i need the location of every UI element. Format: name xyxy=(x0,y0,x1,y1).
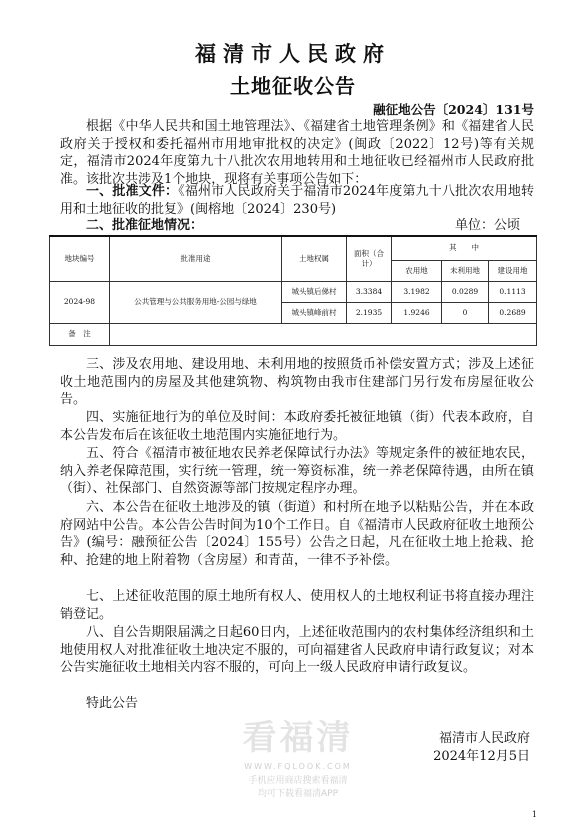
section3-paragraph: 三、涉及农用地、建设用地、未利用地的按照货币补偿安置方式；涉及上述征收土地范围内的房屋及其他建筑物、构筑物由我市住建部门另行发布房屋征收公告。 xyxy=(60,357,534,407)
cell-owner: 城头镇峰前村 xyxy=(282,302,347,323)
closing-text: 特此公告 xyxy=(86,696,139,711)
remarks-label: 备 注 xyxy=(50,323,110,345)
intro-paragraph: 根据《中华人民共和国土地管理法》、《福建省土地管理条例》和《福建省人民政府关于授权和委托福州市用地审批权的决定》(闽政〔2022〕12号)等有关规定，福清市2024年度第九十八批次农用地转用和土地征收已经福州市人民政府批准。该批次共涉及1个地块，现将有关事项公告如下： xyxy=(60,119,534,187)
section4-paragraph: 四、实施征地行为的单位及时间：本政府委托被征地镇（街）代表本政府，自本公告发布后在该征收土地范围内实施征地行为。 xyxy=(60,410,534,443)
cell-area: 3.3384 xyxy=(347,281,392,302)
cell-farmland: 1.9246 xyxy=(392,302,442,323)
watermark-line2: 均可下载看福清APP xyxy=(257,789,338,799)
header-usage: 批准用途 xyxy=(110,236,282,281)
signature-date: 2024年12月5日 xyxy=(433,749,530,764)
cell-construction: 0.1113 xyxy=(489,281,537,302)
notice-title: 土地征收公告 xyxy=(230,74,356,98)
header-unused: 未利用地 xyxy=(442,260,489,281)
section8-paragraph: 八、自公告期限届满之日起60日内，上述征收范围内的农村集体经济组织和土地使用权人对批准征收土地决定不服的，可向福建省人民政府申请行政复议；对本公告实施征收土地相关内容不服的，可向上一级人民政府申请行政复议。 xyxy=(60,625,534,675)
page-number: 1 xyxy=(531,810,537,819)
header-area: 面积（合计） xyxy=(347,236,392,281)
section7-paragraph: 七、上述征收范围的原土地所有权人、使用权人的土地权利证书将直接办理注销登记。 xyxy=(60,589,534,622)
document-number: 融征地公告〔2024〕131号 xyxy=(373,102,534,117)
cell-farmland: 3.1982 xyxy=(392,281,442,302)
remarks-cell xyxy=(110,323,537,345)
signature-org: 福清市人民政府 xyxy=(438,731,530,746)
land-table xyxy=(49,235,537,346)
section2-heading: 二、批准征地情况： xyxy=(86,218,204,233)
cell-usage: 公共管理与公共服务用地-公园与绿地 xyxy=(110,281,282,323)
watermark-main: 看福清 xyxy=(242,718,354,758)
header-construction: 建设用地 xyxy=(489,260,537,281)
remarks-row xyxy=(50,323,537,345)
unit-label: 单位：公顷 xyxy=(454,218,520,233)
cell-area: 2.1935 xyxy=(347,302,392,323)
section1-text: 《福州市人民政府关于福清市2024年度第九十八批次农用地转用和土地征收的批复》(闽榕地〔2024〕230号) xyxy=(60,184,534,217)
cell-parcel-no: 2024-98 xyxy=(50,281,110,323)
section5-paragraph: 五、符合《福清市被征地农民养老保障试行办法》等规定条件的被征地农民，纳入养老保障范围，实行统一管理，统一筹资标准，统一养老保障待遇，由所在镇（街）、社保部门、自然资源等部门按规定程序办理。 xyxy=(60,446,534,496)
header-farmland: 农用地 xyxy=(392,260,442,281)
section6-paragraph: 六、本公告在征收土地涉及的镇（街道）和村所在地予以粘贴公告，并在本政府网站中公告。本公告公告时间为10个工作日。自《福清市人民政府征收土地预公告》(编号：融预征公告〔2024〕155号）公告之日起，凡在征收土地上抢栽、抢种、抢建的地上附着物（含房屋）和青苗，一律不予补偿。 xyxy=(60,500,534,568)
section-approval-document xyxy=(60,183,534,218)
header-owner: 土地权属 xyxy=(282,236,347,281)
cell-unused: 0.0289 xyxy=(442,281,489,302)
section-approved-land xyxy=(60,217,534,234)
table-row xyxy=(50,281,537,302)
cell-unused: 0 xyxy=(442,302,489,323)
header-of-which: 其 中 xyxy=(392,236,537,260)
issuer-title: 福清市人民政府 xyxy=(195,42,391,66)
watermark-line1: 手机应用商店搜索看福清 xyxy=(248,776,348,786)
cell-owner: 城头镇后俤村 xyxy=(282,281,347,302)
watermark-url: WWW.FQLOOK.COM xyxy=(244,762,352,771)
section1-heading: 一、批准文件： xyxy=(86,184,179,199)
header-parcel-no: 地块编号 xyxy=(50,236,110,281)
watermark-logo xyxy=(228,718,368,799)
cell-construction: 0.2689 xyxy=(489,302,537,323)
